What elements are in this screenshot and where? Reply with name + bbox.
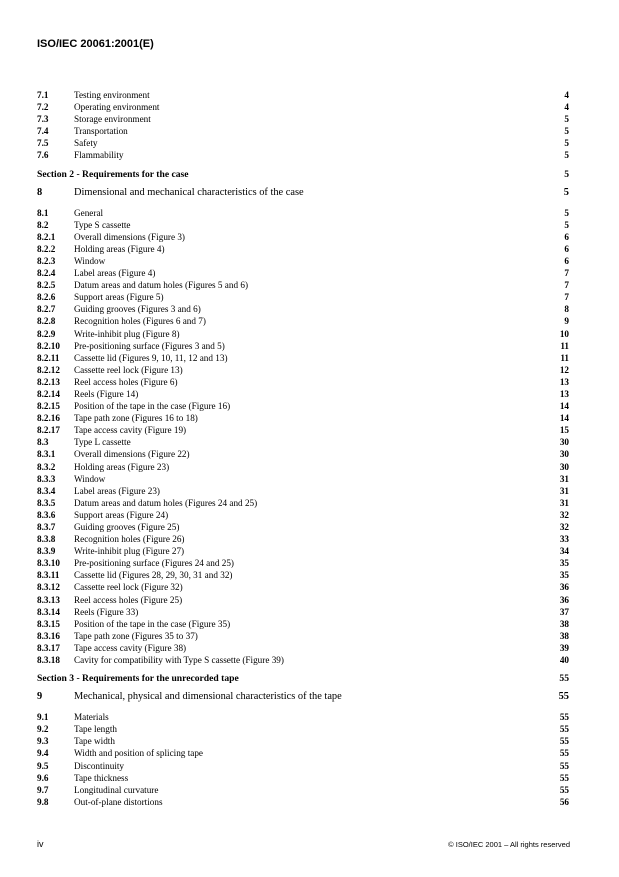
toc-entry[interactable] xyxy=(37,461,569,473)
toc-entry[interactable] xyxy=(37,796,569,808)
toc-entry[interactable] xyxy=(37,352,569,364)
toc-entry-page: 15 xyxy=(559,425,569,436)
toc-entry[interactable] xyxy=(37,424,569,436)
toc-entry-page: 39 xyxy=(559,642,569,653)
toc-entry-title: Position of the tape in the case (Figure 35) xyxy=(74,618,231,629)
toc-entry[interactable] xyxy=(37,772,569,784)
toc-entry-title: Operating environment xyxy=(74,102,160,113)
toc-entry-page: 6 xyxy=(564,231,569,242)
toc-chapter-9[interactable] xyxy=(37,689,569,705)
toc-entry[interactable] xyxy=(37,340,569,352)
toc-entry-title: Out-of-plane distortions xyxy=(74,796,163,807)
toc-entry[interactable] xyxy=(37,101,569,113)
toc-group-8 xyxy=(37,207,569,667)
toc-entry-page: 5 xyxy=(564,207,569,218)
toc-entry-title: Datum areas and datum holes (Figures 5 and 6) xyxy=(74,280,249,291)
toc-entry-number: 8.3.14 xyxy=(37,606,60,617)
toc-entry-number: 8.3.7 xyxy=(37,522,56,532)
toc-entry-page: 30 xyxy=(559,449,569,460)
toc-entry[interactable] xyxy=(37,231,569,243)
toc-entry-title: Type S cassette xyxy=(74,219,131,230)
toc-entry-page: 30 xyxy=(559,437,569,448)
toc-entry[interactable] xyxy=(37,291,569,303)
toc-entry[interactable] xyxy=(37,747,569,759)
toc-entry[interactable] xyxy=(37,473,569,485)
toc-entry[interactable] xyxy=(37,497,569,509)
toc-entry-page: 35 xyxy=(559,558,569,569)
toc-entry[interactable] xyxy=(37,89,569,101)
toc-entry-title: Pre-positioning surface (Figures 24 and 25) xyxy=(74,558,234,569)
page-numeral: iv xyxy=(37,839,44,849)
toc-entry[interactable] xyxy=(37,113,569,125)
toc-chapter-number: 8 xyxy=(37,186,43,198)
toc-entry-number: 8.1 xyxy=(37,207,49,218)
toc-entry-page: 37 xyxy=(559,606,569,617)
toc-entry-title: Safety xyxy=(74,138,98,149)
toc-entry-page: 32 xyxy=(559,509,569,520)
toc-chapter-page: 5 xyxy=(563,186,569,198)
toc-entry-page: 7 xyxy=(564,292,569,303)
toc-entry-title: Recognition holes (Figures 6 and 7) xyxy=(74,316,206,327)
toc-entry-page: 36 xyxy=(559,582,569,593)
toc-entry-title: Cassette reel lock (Figure 32) xyxy=(74,582,183,593)
toc-entry[interactable] xyxy=(37,267,569,279)
toc-entry-page: 8 xyxy=(564,304,569,315)
toc-entry-page: 40 xyxy=(559,655,569,666)
toc-entry-number: 8.3.1 xyxy=(37,449,56,460)
toc-entry-title: Cassette lid (Figures 9, 10, 11, 12 and 13) xyxy=(74,352,228,363)
toc-entry-number: 8.3.10 xyxy=(37,558,60,569)
toc-entry[interactable] xyxy=(37,581,569,593)
toc-entry-page: 7 xyxy=(564,268,569,279)
toc-entry[interactable] xyxy=(37,533,569,545)
toc-entry-page: 5 xyxy=(564,114,569,125)
toc-entry-title: Cassette reel lock (Figure 13) xyxy=(74,364,183,375)
toc-section-2[interactable] xyxy=(37,168,569,182)
toc-entry[interactable] xyxy=(37,711,569,723)
toc-entry[interactable] xyxy=(37,448,569,460)
toc-entry-title: Holding areas (Figure 4) xyxy=(74,243,165,254)
toc-entry-title: Tape thickness xyxy=(74,772,129,783)
toc-entry-title: Guiding grooves (Figures 3 and 6) xyxy=(74,304,201,315)
toc-entry[interactable] xyxy=(37,784,569,796)
toc-entry[interactable] xyxy=(37,606,569,618)
toc-entry-number: 7.1 xyxy=(37,90,49,100)
toc-entry-number: 8.3.2 xyxy=(37,461,56,472)
toc-entry-page: 5 xyxy=(564,150,569,161)
toc-chapter-8[interactable] xyxy=(37,185,569,201)
toc-entry[interactable] xyxy=(37,642,569,654)
toc-entry[interactable] xyxy=(37,412,569,424)
toc-entry-number: 7.5 xyxy=(37,138,49,149)
toc-entry-number: 8.3.4 xyxy=(37,485,56,496)
toc-entry-number: 8.3.17 xyxy=(37,642,60,653)
toc-entry-title: Support areas (Figure 24) xyxy=(74,509,169,520)
toc-entry-title: Tape width xyxy=(74,736,115,747)
toc-entry-title: Datum areas and datum holes (Figures 24 and 25) xyxy=(74,497,258,508)
toc-entry-number: 9.7 xyxy=(37,784,49,795)
toc-entry[interactable] xyxy=(37,569,569,581)
toc-entry-title: Tape length xyxy=(74,724,117,735)
toc-entry-title: Label areas (Figure 23) xyxy=(74,485,160,496)
toc-entry-number: 7.6 xyxy=(37,150,49,161)
toc-entry[interactable] xyxy=(37,521,569,533)
toc-entry-page: 6 xyxy=(564,243,569,254)
toc-entry-number: 8.3.3 xyxy=(37,473,56,484)
toc-entry-number: 8.3.16 xyxy=(37,630,60,641)
toc-entry-title: Window xyxy=(74,255,106,266)
toc-entry-page: 55 xyxy=(559,736,569,747)
toc-section-page: 55 xyxy=(559,673,569,685)
toc-entry-page: 55 xyxy=(559,724,569,735)
toc-entry-title: Materials xyxy=(74,712,109,723)
toc-entry-title: Cassette lid (Figures 28, 29, 30, 31 and 32) xyxy=(74,570,233,581)
toc-entry-title: Write-inhibit plug (Figure 27) xyxy=(74,546,185,557)
toc-entry-title: Support areas (Figure 5) xyxy=(74,292,164,303)
toc-entry[interactable] xyxy=(37,388,569,400)
toc-entry-number: 9.3 xyxy=(37,736,49,747)
toc-entry-page: 14 xyxy=(559,401,569,412)
toc-chapter-number: 9 xyxy=(37,691,43,703)
toc-entry-number: 8.2.15 xyxy=(37,401,60,412)
toc-entry-page: 12 xyxy=(559,364,569,375)
toc-chapter-page: 55 xyxy=(558,691,569,703)
toc-entry[interactable] xyxy=(37,219,569,231)
toc-entry-number: 8.3 xyxy=(37,437,49,448)
toc-entry-title: Type L cassette xyxy=(74,437,131,448)
toc-section-title: Section 2 - Requirements for the case xyxy=(37,168,189,180)
toc-entry-page: 5 xyxy=(564,126,569,137)
toc-entry-number: 8.3.6 xyxy=(37,509,56,520)
toc-entry-title: Guiding grooves (Figure 25) xyxy=(74,522,180,532)
toc-entry[interactable] xyxy=(37,279,569,291)
toc-entry-page: 31 xyxy=(559,473,569,484)
toc-entry-number: 7.3 xyxy=(37,114,49,125)
toc-entry-number: 8.2.4 xyxy=(37,268,56,279)
toc-entry-page: 5 xyxy=(564,138,569,149)
toc-entry-number: 8.2.13 xyxy=(37,376,60,387)
toc-entry[interactable] xyxy=(37,594,569,606)
toc-entry-number: 8.3.13 xyxy=(37,594,60,605)
toc-entry[interactable] xyxy=(37,630,569,642)
toc-entry-number: 8.2.11 xyxy=(37,352,60,363)
table-of-contents xyxy=(37,89,569,808)
toc-entry-number: 8.3.11 xyxy=(37,570,60,581)
toc-entry[interactable] xyxy=(37,735,569,747)
toc-entry[interactable] xyxy=(37,618,569,630)
toc-entry-number: 8.3.9 xyxy=(37,546,56,557)
toc-entry[interactable] xyxy=(37,545,569,557)
toc-entry[interactable] xyxy=(37,149,569,161)
toc-entry-title: Cavity for compatibility with Type S cassette (Figure 39) xyxy=(74,655,284,666)
toc-entry-page: 38 xyxy=(559,618,569,629)
toc-chapter-title: Mechanical, physical and dimensional characteristics of the tape xyxy=(74,691,342,703)
toc-entry-page: 31 xyxy=(559,485,569,496)
toc-entry-title: Reels (Figure 14) xyxy=(74,388,139,399)
toc-entry-number: 8.2.1 xyxy=(37,231,56,242)
toc-entry-page: 32 xyxy=(559,522,569,532)
toc-entry-page: 11 xyxy=(560,352,569,363)
toc-entry[interactable] xyxy=(37,485,569,497)
toc-entry-number: 8.2 xyxy=(37,219,49,230)
toc-entry-number: 8.2.6 xyxy=(37,292,56,303)
toc-group-9 xyxy=(37,711,569,808)
toc-entry-number: 9.4 xyxy=(37,748,49,759)
toc-entry[interactable] xyxy=(37,436,569,448)
toc-entry-title: Flammability xyxy=(74,150,124,161)
toc-entry-title: Reel access holes (Figure 6) xyxy=(74,376,178,387)
toc-entry-title: Overall dimensions (Figure 3) xyxy=(74,231,185,242)
toc-entry-title: Width and position of splicing tape xyxy=(74,748,204,759)
toc-entry-number: 7.4 xyxy=(37,126,49,137)
toc-entry[interactable] xyxy=(37,557,569,569)
toc-entry-page: 36 xyxy=(559,594,569,605)
toc-entry-page: 56 xyxy=(559,796,569,807)
toc-entry-number: 8.2.7 xyxy=(37,304,56,315)
toc-entry-page: 33 xyxy=(559,534,569,545)
toc-entry-number: 7.2 xyxy=(37,102,49,113)
toc-section-3[interactable] xyxy=(37,672,569,686)
toc-entry-number: 8.2.2 xyxy=(37,243,56,254)
toc-entry[interactable] xyxy=(37,315,569,327)
toc-entry[interactable] xyxy=(37,364,569,376)
toc-entry-title: Tape access cavity (Figure 19) xyxy=(74,425,187,436)
toc-entry-page: 30 xyxy=(559,461,569,472)
toc-entry-number: 8.2.14 xyxy=(37,388,60,399)
toc-entry-title: Longitudinal curvature xyxy=(74,784,159,795)
toc-entry-number: 8.2.17 xyxy=(37,425,60,436)
toc-entry-title: Label areas (Figure 4) xyxy=(74,268,156,279)
toc-entry[interactable] xyxy=(37,328,569,340)
toc-entry-page: 13 xyxy=(559,376,569,387)
toc-entry-title: Reel access holes (Figure 25) xyxy=(74,594,183,605)
toc-entry[interactable] xyxy=(37,243,569,255)
toc-entry-page: 7 xyxy=(564,280,569,291)
toc-entry-title: Transportation xyxy=(74,126,128,137)
toc-entry-number: 9.8 xyxy=(37,796,49,807)
toc-entry-title: General xyxy=(74,207,104,218)
toc-entry-number: 8.2.8 xyxy=(37,316,56,327)
toc-entry-number: 8.2.16 xyxy=(37,413,60,424)
toc-entry[interactable] xyxy=(37,760,569,772)
toc-entry-title: Tape access cavity (Figure 38) xyxy=(74,642,187,653)
toc-entry-title: Position of the tape in the case (Figure 16) xyxy=(74,401,231,412)
toc-entry-page: 5 xyxy=(564,219,569,230)
toc-entry-page: 38 xyxy=(559,630,569,641)
toc-entry-number: 8.2.3 xyxy=(37,255,56,266)
toc-entry-title: Pre-positioning surface (Figures 3 and 5) xyxy=(74,340,225,351)
toc-entry[interactable] xyxy=(37,400,569,412)
toc-entry-number: 8.3.5 xyxy=(37,497,56,508)
toc-entry-page: 55 xyxy=(559,748,569,759)
toc-entry-number: 9.2 xyxy=(37,724,49,735)
copyright-notice: © ISO/IEC 2001 – All rights reserved xyxy=(448,840,570,849)
toc-entry-page: 31 xyxy=(559,497,569,508)
toc-entry-page: 13 xyxy=(559,388,569,399)
toc-entry-page: 55 xyxy=(559,784,569,795)
toc-entry[interactable] xyxy=(37,125,569,137)
toc-entry[interactable] xyxy=(37,376,569,388)
toc-entry-title: Tape path zone (Figures 16 to 18) xyxy=(74,413,198,424)
toc-entry[interactable] xyxy=(37,137,569,149)
toc-entry-number: 8.3.18 xyxy=(37,655,60,666)
toc-entry-page: 11 xyxy=(560,340,569,351)
toc-entry[interactable] xyxy=(37,723,569,735)
toc-entry[interactable] xyxy=(37,303,569,315)
toc-entry-title: Reels (Figure 33) xyxy=(74,606,139,617)
toc-entry-page: 6 xyxy=(564,255,569,266)
toc-entry-title: Holding areas (Figure 23) xyxy=(74,461,170,472)
toc-entry-number: 9.1 xyxy=(37,712,49,723)
toc-entry-title: Discontinuity xyxy=(74,760,125,771)
document-header: ISO/IEC 20061:2001(E) xyxy=(37,38,154,50)
toc-entry-number: 8.2.10 xyxy=(37,340,60,351)
toc-entry[interactable] xyxy=(37,509,569,521)
toc-entry[interactable] xyxy=(37,255,569,267)
toc-entry-page: 9 xyxy=(564,316,569,327)
toc-entry-number: 8.3.15 xyxy=(37,618,60,629)
toc-entry-page: 35 xyxy=(559,570,569,581)
toc-entry-page: 55 xyxy=(559,760,569,771)
toc-entry-number: 8.2.9 xyxy=(37,328,56,339)
toc-entry[interactable] xyxy=(37,654,569,666)
toc-chapter-title: Dimensional and mechanical characteristics of the case xyxy=(74,186,304,198)
toc-entry-number: 8.2.12 xyxy=(37,364,60,375)
toc-entry-title: Overall dimensions (Figure 22) xyxy=(74,449,190,460)
toc-section-page: 5 xyxy=(564,168,569,180)
toc-entry-number: 8.3.12 xyxy=(37,582,60,593)
toc-entry-page: 4 xyxy=(564,90,569,100)
toc-entry-title: Window xyxy=(74,473,106,484)
toc-entry-page: 10 xyxy=(559,328,569,339)
toc-entry-title: Recognition holes (Figure 26) xyxy=(74,534,185,545)
toc-entry-title: Storage environment xyxy=(74,114,151,125)
toc-entry-number: 8.2.5 xyxy=(37,280,56,291)
toc-entry-page: 4 xyxy=(564,102,569,113)
toc-entry-title: Testing environment xyxy=(74,90,150,100)
toc-entry-page: 55 xyxy=(559,772,569,783)
toc-entry-number: 9.6 xyxy=(37,772,49,783)
toc-entry-page: 14 xyxy=(559,413,569,424)
toc-group-7 xyxy=(37,89,569,162)
toc-entry-number: 8.3.8 xyxy=(37,534,56,545)
toc-entry-page: 55 xyxy=(559,712,569,723)
toc-entry-title: Tape path zone (Figures 35 to 37) xyxy=(74,630,198,641)
toc-entry[interactable] xyxy=(37,207,569,219)
toc-entry-title: Write-inhibit plug (Figure 8) xyxy=(74,328,180,339)
toc-section-title: Section 3 - Requirements for the unrecorded tape xyxy=(37,673,239,685)
toc-entry-page: 34 xyxy=(559,546,569,557)
toc-entry-number: 9.5 xyxy=(37,760,49,771)
